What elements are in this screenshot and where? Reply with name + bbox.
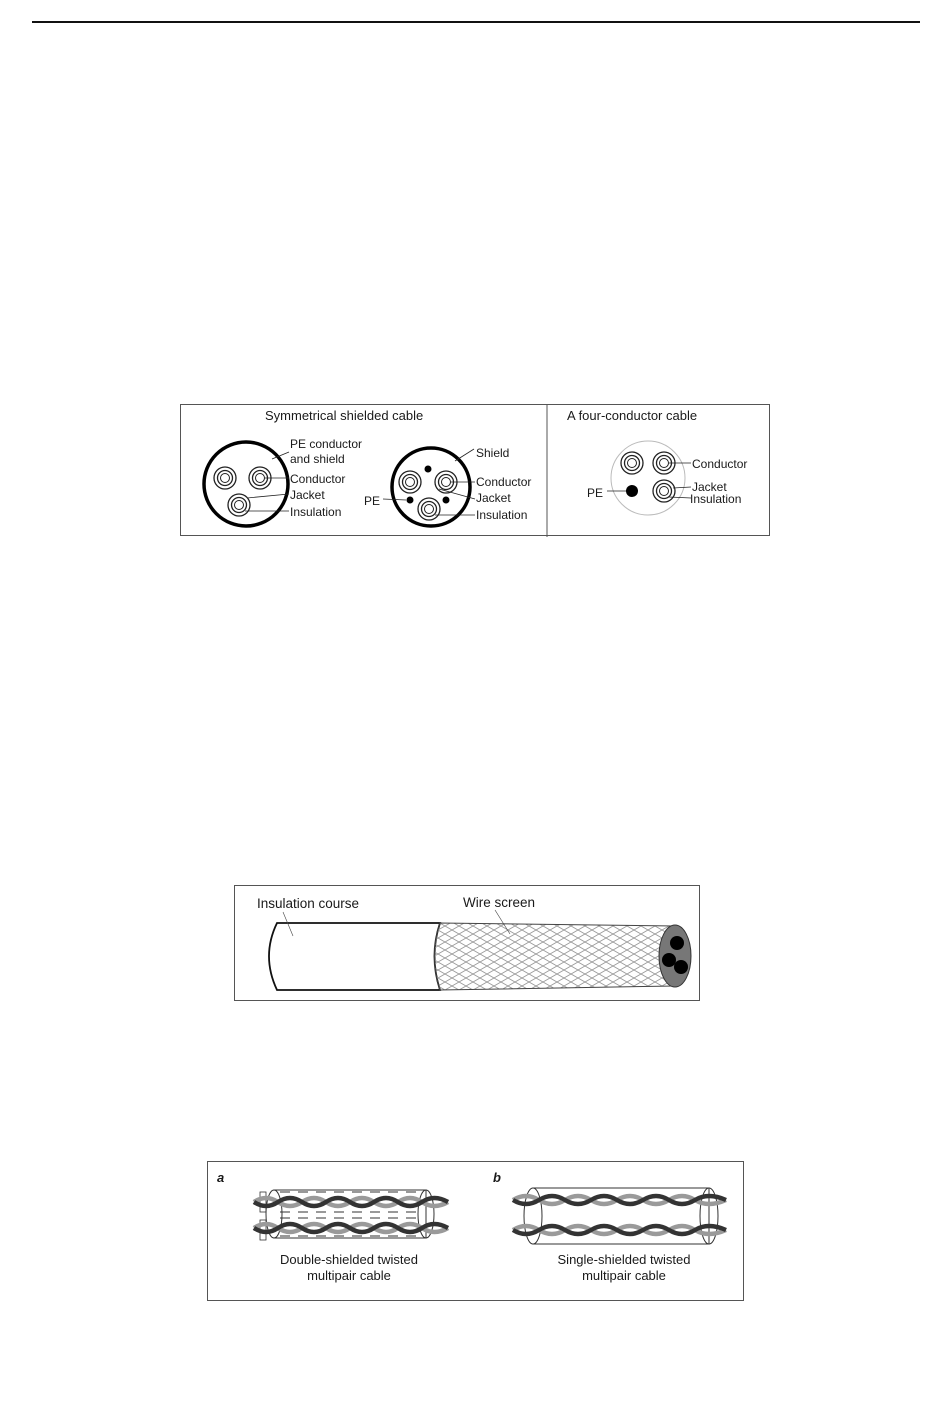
label-jacket: Jacket	[290, 488, 325, 502]
wire-screen-braid	[435, 923, 676, 990]
label-conductor: Conductor	[476, 475, 532, 489]
four-conductor-title: A four-conductor cable	[567, 408, 698, 423]
wire-screen-cable-figure	[234, 885, 700, 1001]
conductor-core	[228, 494, 250, 516]
conductor-core	[399, 471, 421, 493]
cable-3-cross-section	[587, 441, 747, 515]
conductor-core	[621, 452, 643, 474]
pe-conductor	[626, 485, 638, 497]
core	[674, 960, 688, 974]
label-a: a	[217, 1170, 225, 1185]
label-shield: Shield	[476, 446, 510, 460]
conductor-core	[653, 480, 675, 502]
conductor-core	[418, 498, 440, 520]
label-wire-screen: Wire screen	[463, 895, 536, 910]
label-jacket: Jacket	[476, 491, 511, 505]
label-pe: PE	[587, 486, 604, 500]
core	[670, 936, 684, 950]
label-jacket: Jacket	[692, 480, 727, 494]
pe-dot	[443, 497, 450, 504]
label-b: b	[493, 1170, 501, 1185]
caption-b-line1: Single-shielded twisted	[557, 1252, 691, 1267]
insulation-course	[269, 923, 440, 990]
label-conductor: Conductor	[692, 457, 748, 471]
twisted-multipair-cable-diagram	[208, 1162, 745, 1302]
symmetrical-shielded-title: Symmetrical shielded cable	[265, 408, 424, 423]
header-rule	[32, 21, 920, 23]
cable-1-cross-section	[204, 437, 362, 526]
core	[662, 953, 676, 967]
cable-cross-section-figure	[180, 404, 770, 536]
label-insulation: Insulation	[476, 508, 528, 522]
caption-b-line2: multipair cable	[582, 1268, 666, 1283]
label-insulation: Insulation	[690, 492, 742, 506]
conductor-core	[214, 467, 236, 489]
label-and-shield: and shield	[290, 452, 345, 466]
wire-screen-cable-diagram	[235, 886, 701, 1002]
label-insulation-course: Insulation course	[257, 896, 360, 911]
twisted-multipair-cable-figure	[207, 1161, 744, 1301]
label-conductor: Conductor	[290, 472, 346, 486]
caption-a-line1: Double-shielded twisted	[279, 1252, 419, 1267]
cable-cross-section-diagram	[181, 405, 771, 537]
pe-dot	[425, 466, 432, 473]
double-shielded-cable	[254, 1190, 448, 1240]
label-insulation: Insulation	[290, 505, 342, 519]
single-shielded-cable	[513, 1188, 726, 1244]
label-pe: PE	[364, 494, 381, 508]
pe-dot	[407, 497, 414, 504]
outer-sheath	[611, 441, 685, 515]
label-pe-conductor: PE conductor	[290, 437, 363, 451]
cable-2-cross-section	[364, 446, 531, 526]
caption-a-line2: multipair cable	[307, 1268, 391, 1283]
